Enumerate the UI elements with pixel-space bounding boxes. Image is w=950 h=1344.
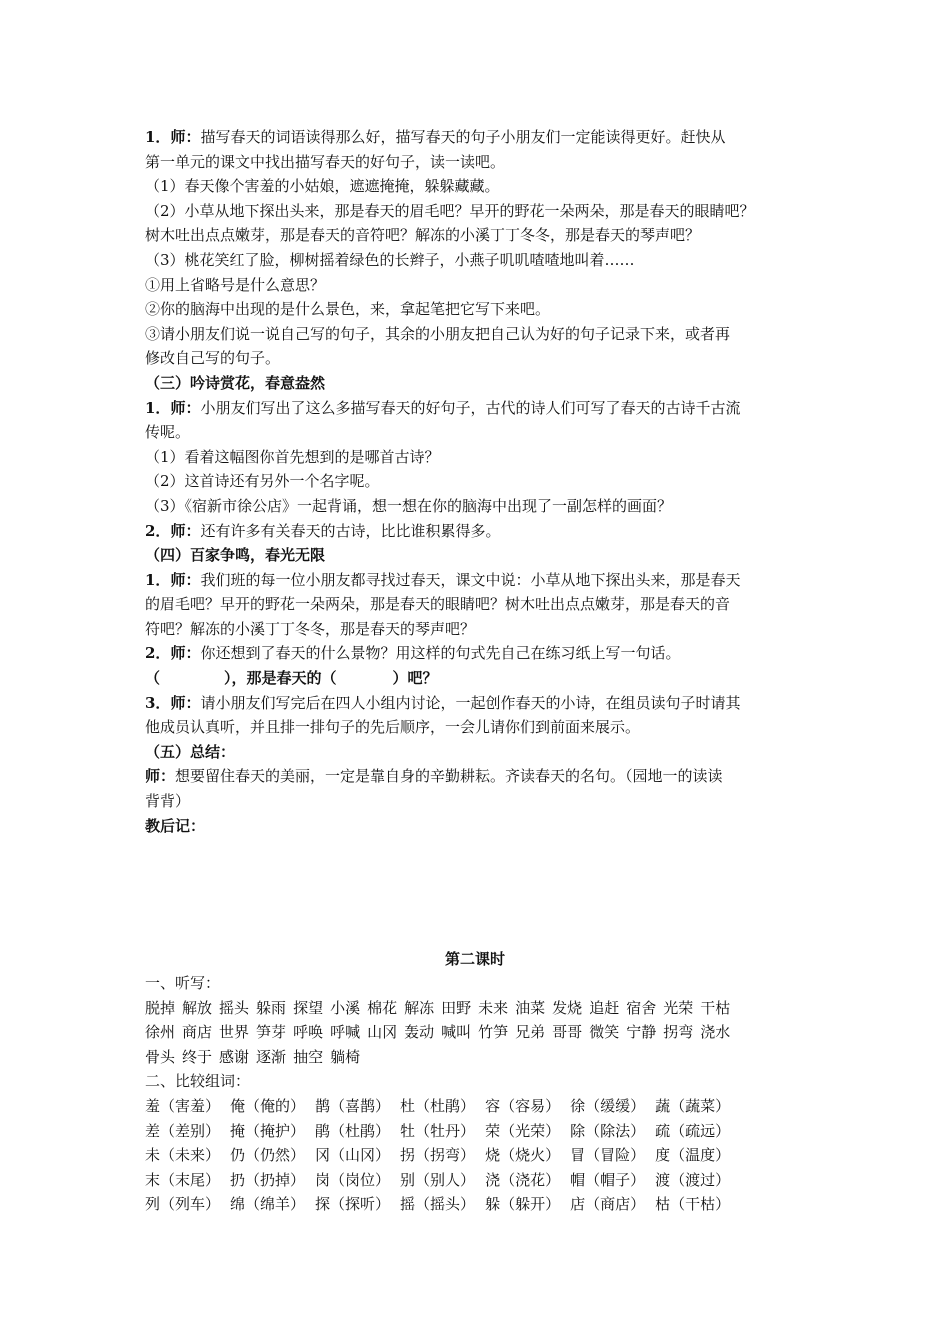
item-number: 2． bbox=[145, 644, 171, 663]
paragraph-4-2 bbox=[145, 641, 810, 666]
dictation-word: 笋芽 bbox=[256, 1023, 287, 1042]
sentence-3: （3）桃花笑红了脸，柳树摇着绿色的长辫子，小燕子叽叽喳喳地叫着…… bbox=[145, 250, 635, 269]
dictation-word: 躲雨 bbox=[256, 998, 287, 1017]
dictation-word: 躺椅 bbox=[330, 1047, 361, 1066]
lesson-title: 第二课时 bbox=[444, 950, 505, 968]
dictation-row bbox=[145, 1020, 740, 1045]
teacher-label: 师： bbox=[170, 693, 201, 712]
dictation-word: 田野 bbox=[441, 998, 472, 1017]
compare-entry: 绵（绵羊） bbox=[230, 1195, 306, 1214]
teacher-label: 师： bbox=[170, 128, 201, 146]
item-number: 1． bbox=[145, 570, 171, 589]
item-number: 2． bbox=[145, 521, 171, 540]
dictation-word: 脱掉 bbox=[145, 998, 176, 1017]
compare-entry: 容（容易） bbox=[485, 1096, 561, 1115]
dictation-word-list bbox=[145, 996, 740, 1070]
compare-entry: 末（末尾） bbox=[145, 1170, 221, 1189]
compare-entry: 帽（帽子） bbox=[570, 1170, 646, 1189]
dictation-word: 干枯 bbox=[700, 998, 731, 1017]
compare-entry: 烧（烧火） bbox=[485, 1146, 561, 1165]
sentence-1: （1）春天像个害羞的小姑娘，遮遮掩掩，躲躲藏藏。 bbox=[145, 177, 500, 196]
question-1: ①用上省略号是什么意思？ bbox=[145, 275, 326, 294]
compare-entry: 岗（岗位） bbox=[315, 1170, 391, 1189]
question-2: ②你的脑海中出现的是什么景色，来，拿起笔把它写下来吧。 bbox=[145, 300, 551, 319]
dictation-word: 呼喊 bbox=[330, 1023, 361, 1042]
paragraph-3-1 bbox=[145, 396, 810, 421]
compare-entry: 徐（缓缓） bbox=[570, 1096, 646, 1115]
dictation-heading: 一、听写： bbox=[145, 974, 221, 992]
dictation-word: 解放 bbox=[182, 998, 213, 1017]
question-3-cont: 修改自己写的句子。 bbox=[145, 349, 281, 368]
pattern-end: ）吧？ bbox=[392, 669, 438, 688]
compare-entry: 扔（扔掉） bbox=[230, 1170, 306, 1189]
paragraph-4-3 bbox=[145, 691, 810, 716]
dictation-row bbox=[145, 1045, 740, 1070]
paragraph-4-3-cont: 他成员认真听，并且排一排句子的先后顺序，一会儿请你们到前面来展示。 bbox=[145, 718, 641, 737]
paragraph-text: 请小朋友们写完后在四人小组内讨论，一起创作春天的小诗，在组员读句子时请其 bbox=[200, 693, 741, 712]
compare-entry: 未（未来） bbox=[145, 1146, 221, 1165]
compare-entry: 差（差别） bbox=[145, 1121, 221, 1140]
afterword-label: 教后记： bbox=[145, 816, 206, 835]
question-3-2: （2）这首诗还有另外一个名字呢。 bbox=[145, 472, 380, 491]
compare-entry: 拐（拐弯） bbox=[400, 1146, 476, 1165]
section-sentences bbox=[145, 125, 810, 838]
compare-entry: 枯（干枯） bbox=[655, 1195, 731, 1214]
item-number: 1． bbox=[145, 128, 171, 146]
dictation-word: 油菜 bbox=[515, 998, 546, 1017]
dictation-word: 光荣 bbox=[663, 998, 694, 1017]
paragraph-4-1 bbox=[145, 568, 810, 593]
dictation-word: 终于 bbox=[182, 1047, 213, 1066]
section-heading-4: （四）百家争鸣，春光无限 bbox=[145, 546, 326, 565]
compare-entry: 渡（渡过） bbox=[655, 1170, 731, 1189]
dictation-word: 拐弯 bbox=[663, 1023, 694, 1042]
paragraph-text: 我们班的每一位小朋友都寻找过春天，课文中说：小草从地下探出头来，那是春天 bbox=[200, 570, 741, 589]
question-3-1: （1）看着这幅图你首先想到的是哪首古诗？ bbox=[145, 447, 440, 466]
summary-paragraph-cont: 背背） bbox=[145, 792, 191, 811]
dictation-word: 竹笋 bbox=[478, 1023, 509, 1042]
paragraph-text: 想要留住春天的美丽，一定是靠自身的辛勤耕耘。齐读春天的名句。（园地一的读读 bbox=[175, 767, 723, 786]
dictation-word: 摇头 bbox=[219, 998, 250, 1017]
compare-row bbox=[145, 1192, 740, 1217]
teacher-label: 师： bbox=[170, 644, 201, 663]
dictation-word: 探望 bbox=[293, 998, 324, 1017]
compare-entry: 摇（摇头） bbox=[400, 1195, 476, 1214]
dictation-word: 追赶 bbox=[589, 998, 620, 1017]
compare-entry: 疏（疏远） bbox=[655, 1121, 731, 1140]
dictation-word: 未来 bbox=[478, 998, 509, 1017]
paragraph-text: 你还想到了春天的什么景物？用这样的句式先自己在练习纸上写一句话。 bbox=[200, 644, 681, 663]
compare-entry: 杜（杜鹃） bbox=[400, 1096, 476, 1115]
dictation-word: 哥哥 bbox=[552, 1023, 583, 1042]
compare-entry: 俺（俺的） bbox=[230, 1096, 306, 1115]
dictation-word: 感谢 bbox=[219, 1047, 250, 1066]
dictation-word: 浇水 bbox=[700, 1023, 731, 1042]
compare-row bbox=[145, 1094, 740, 1119]
compare-entry: 掩（掩护） bbox=[230, 1121, 306, 1140]
compare-row bbox=[145, 1119, 740, 1144]
item-number: 3． bbox=[145, 693, 171, 712]
compare-entry: 探（探听） bbox=[315, 1195, 391, 1214]
compare-entry: 列（列车） bbox=[145, 1195, 221, 1214]
section-heading-3: （三）吟诗赏花，春意盎然 bbox=[145, 373, 326, 392]
paragraph-text: 还有许多有关春天的古诗，比比谁积累得多。 bbox=[200, 521, 501, 540]
paragraph-3-1-cont: 传呢。 bbox=[145, 423, 191, 442]
dictation-word: 微笑 bbox=[589, 1023, 620, 1042]
dictation-word: 徐州 bbox=[145, 1023, 176, 1042]
sentence-pattern bbox=[145, 666, 810, 691]
compare-entry: 店（商店） bbox=[570, 1195, 646, 1214]
dictation-word: 宿舍 bbox=[626, 998, 657, 1017]
question-3-3: （3）《宿新市徐公店》一起背诵，想一想在你的脑海中出现了一副怎样的画面？ bbox=[145, 496, 673, 515]
paragraph-1-cont: 第一单元的课文中找出描写春天的好句子，读一读吧。 bbox=[145, 152, 506, 171]
dictation-word: 呼唤 bbox=[293, 1023, 324, 1042]
item-number: 1． bbox=[145, 398, 171, 417]
compare-entry: 别（别人） bbox=[400, 1170, 476, 1189]
summary-paragraph bbox=[145, 764, 810, 789]
compare-entry: 鹃（杜鹃） bbox=[315, 1121, 391, 1140]
sentence-2: （2）小草从地下探出头来，那是春天的眉毛吧？早开的野花一朵两朵，那是春天的眼睛吧？ bbox=[145, 201, 755, 220]
pattern-middle: ），那是春天的（ bbox=[224, 669, 337, 688]
compare-entry: 躲（躲开） bbox=[485, 1195, 561, 1214]
paragraph-3-2 bbox=[145, 519, 810, 544]
compare-entry: 仍（仍然） bbox=[230, 1146, 306, 1165]
dictation-word: 抽空 bbox=[293, 1047, 324, 1066]
sentence-2-cont: 树木吐出点点嫩芽，那是春天的音符吧？解冻的小溪丁丁冬冬，那是春天的琴声吧？ bbox=[145, 226, 701, 245]
dictation-word: 商店 bbox=[182, 1023, 213, 1042]
compare-entry: 牡（牡丹） bbox=[400, 1121, 476, 1140]
dictation-word: 山冈 bbox=[367, 1023, 398, 1042]
dictation-word: 解冻 bbox=[404, 998, 435, 1017]
teacher-label: 师： bbox=[170, 521, 201, 540]
dictation-word: 喊叫 bbox=[441, 1023, 472, 1042]
dictation-section bbox=[145, 971, 740, 1217]
dictation-word: 骨头 bbox=[145, 1047, 176, 1066]
teacher-label: 师： bbox=[145, 767, 176, 786]
paragraph-4-1-cont: 的眉毛吧？早开的野花一朵两朵，那是春天的眼睛吧？树木吐出点点嫩芽，那是春天的音 bbox=[145, 595, 731, 614]
paragraph-4-1-cont2: 符吧？解冻的小溪丁丁冬冬，那是春天的琴声吧？ bbox=[145, 619, 476, 638]
question-3: ③请小朋友们说一说自己写的句子，其余的小朋友把自己认为好的句子记录下来，或者再 bbox=[145, 324, 731, 343]
dictation-word: 发烧 bbox=[552, 998, 583, 1017]
section-heading-5: （五）总结： bbox=[145, 742, 236, 761]
compare-entry: 羞（害羞） bbox=[145, 1096, 221, 1115]
compare-entry: 鹊（喜鹊） bbox=[315, 1096, 391, 1115]
paragraph-1 bbox=[145, 125, 810, 150]
compare-entry: 冈（山冈） bbox=[315, 1146, 391, 1165]
pattern-open: （ bbox=[145, 669, 161, 688]
dictation-word: 棉花 bbox=[367, 998, 398, 1017]
compare-entry: 蔬（蔬菜） bbox=[655, 1096, 731, 1115]
paragraph-text: 小朋友们写出了这么多描写春天的好句子，古代的诗人们可写了春天的古诗千古流 bbox=[200, 398, 741, 417]
dictation-word: 轰动 bbox=[404, 1023, 435, 1042]
paragraph-text: 描写春天的词语读得那么好，描写春天的句子小朋友们一定能读得更好。赶快从 bbox=[200, 128, 726, 146]
dictation-row bbox=[145, 996, 740, 1021]
compare-word-table bbox=[145, 1094, 740, 1217]
dictation-word: 宁静 bbox=[626, 1023, 657, 1042]
compare-entry: 度（温度） bbox=[655, 1146, 731, 1165]
compare-heading: 二、比较组词： bbox=[145, 1072, 251, 1091]
dictation-word: 逐渐 bbox=[256, 1047, 287, 1066]
compare-entry: 浇（浇花） bbox=[485, 1170, 561, 1189]
compare-entry: 除（除法） bbox=[570, 1121, 646, 1140]
compare-row bbox=[145, 1143, 740, 1168]
compare-entry: 冒（冒险） bbox=[570, 1146, 646, 1165]
compare-entry: 荣（光荣） bbox=[485, 1121, 561, 1140]
dictation-word: 世界 bbox=[219, 1023, 250, 1042]
dictation-word: 小溪 bbox=[330, 998, 361, 1017]
dictation-word: 兄弟 bbox=[515, 1023, 546, 1042]
teacher-label: 师： bbox=[170, 398, 201, 417]
teacher-label: 师： bbox=[170, 570, 201, 589]
compare-row bbox=[145, 1168, 740, 1193]
